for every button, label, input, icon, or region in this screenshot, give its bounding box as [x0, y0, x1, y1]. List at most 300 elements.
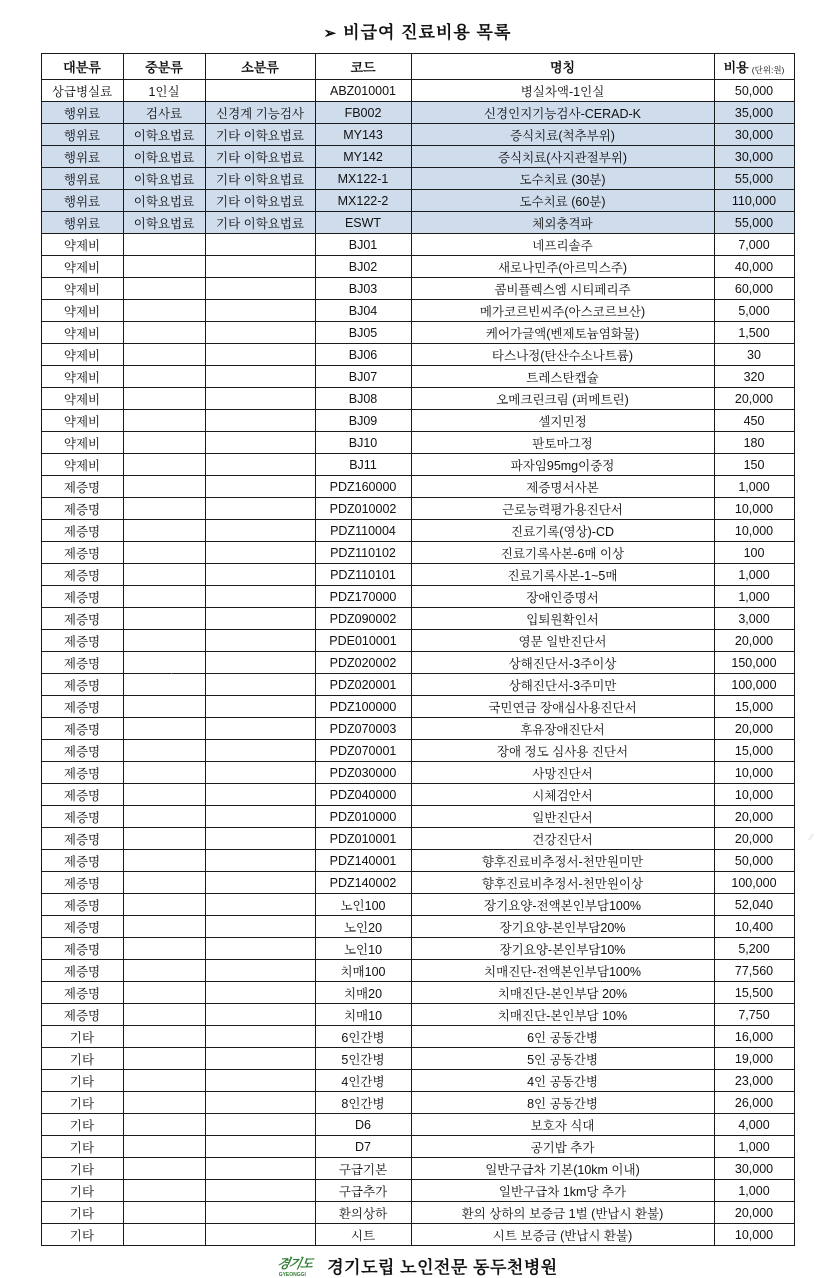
- cell-code: FB002: [315, 102, 411, 124]
- gyeonggi-logo-icon: 경기도 GYEONGGI: [276, 1256, 315, 1278]
- cell-cost: 3,000: [714, 608, 794, 630]
- cell-middle: [123, 1114, 205, 1136]
- cell-name: 시체검안서: [411, 784, 714, 806]
- cell-code: MX122-1: [315, 168, 411, 190]
- cell-name: 장기요양-본인부담20%: [411, 916, 714, 938]
- cell-cost: 30,000: [714, 124, 794, 146]
- cell-name: 판토마그정: [411, 432, 714, 454]
- cell-major: 약제비: [41, 432, 123, 454]
- cell-major: 제증명: [41, 652, 123, 674]
- cell-middle: [123, 938, 205, 960]
- cell-code: BJ03: [315, 278, 411, 300]
- cell-major: 약제비: [41, 454, 123, 476]
- cell-cost: 10,000: [714, 1224, 794, 1246]
- cell-middle: [123, 432, 205, 454]
- page-title-text: 비급여 진료비용 목록: [343, 23, 512, 42]
- cell-middle: [123, 740, 205, 762]
- table-row: [41, 806, 794, 828]
- cell-minor: [205, 80, 315, 102]
- table-row: [41, 256, 794, 278]
- cell-minor: [205, 828, 315, 850]
- cell-cost: 15,000: [714, 696, 794, 718]
- cell-middle: [123, 476, 205, 498]
- cell-code: 노인10: [315, 938, 411, 960]
- cell-minor: [205, 498, 315, 520]
- cell-major: 기타: [41, 1202, 123, 1224]
- cell-code: MY143: [315, 124, 411, 146]
- cell-middle: [123, 344, 205, 366]
- table-row: [41, 674, 794, 696]
- cell-code: D7: [315, 1136, 411, 1158]
- cell-code: ABZ010001: [315, 80, 411, 102]
- cell-minor: [205, 564, 315, 586]
- cell-middle: [123, 586, 205, 608]
- cell-major: 행위료: [41, 212, 123, 234]
- cell-middle: [123, 1224, 205, 1246]
- cell-major: 제증명: [41, 696, 123, 718]
- table-row: [41, 498, 794, 520]
- table-row: [41, 1048, 794, 1070]
- cell-name: 장기요양-전액본인부담100%: [411, 894, 714, 916]
- table-row: [41, 454, 794, 476]
- cell-name: 국민연금 장애심사용진단서: [411, 696, 714, 718]
- cell-code: MY142: [315, 146, 411, 168]
- table-row: [41, 916, 794, 938]
- cell-middle: 이학요법료: [123, 190, 205, 212]
- cell-code: PDZ140002: [315, 872, 411, 894]
- cell-major: 제증명: [41, 476, 123, 498]
- cell-minor: [205, 278, 315, 300]
- cell-cost: 20,000: [714, 388, 794, 410]
- cell-name: 콤비플렉스엠 시티페리주: [411, 278, 714, 300]
- cell-cost: 20,000: [714, 718, 794, 740]
- cell-cost: 30: [714, 344, 794, 366]
- table-row: [41, 894, 794, 916]
- cell-major: 제증명: [41, 520, 123, 542]
- cell-code: MX122-2: [315, 190, 411, 212]
- cell-cost: 450: [714, 410, 794, 432]
- cell-major: 제증명: [41, 564, 123, 586]
- cell-cost: 1,000: [714, 564, 794, 586]
- table-row: [41, 938, 794, 960]
- cell-middle: [123, 762, 205, 784]
- cell-cost: 100,000: [714, 872, 794, 894]
- cell-minor: [205, 982, 315, 1004]
- cell-cost: 40,000: [714, 256, 794, 278]
- column-header-cost: [714, 54, 794, 80]
- cell-minor: [205, 234, 315, 256]
- cell-major: 제증명: [41, 718, 123, 740]
- cell-name: 치매진단-전액본인부담100%: [411, 960, 714, 982]
- cell-code: PDZ160000: [315, 476, 411, 498]
- cell-code: PDZ040000: [315, 784, 411, 806]
- cell-code: 환의상하: [315, 1202, 411, 1224]
- cell-minor: [205, 1158, 315, 1180]
- table-row: [41, 80, 794, 102]
- cell-major: 상급병실료: [41, 80, 123, 102]
- cell-minor: [205, 718, 315, 740]
- cell-name: 치매진단-본인부담 20%: [411, 982, 714, 1004]
- cell-middle: 검사료: [123, 102, 205, 124]
- cell-middle: [123, 1004, 205, 1026]
- cell-cost: 50,000: [714, 80, 794, 102]
- cell-code: 구급추가: [315, 1180, 411, 1202]
- cell-cost: 20,000: [714, 806, 794, 828]
- cell-middle: [123, 1158, 205, 1180]
- cell-cost: 5,200: [714, 938, 794, 960]
- cell-middle: [123, 388, 205, 410]
- cell-major: 제증명: [41, 894, 123, 916]
- table-row: [41, 410, 794, 432]
- page-title: [40, 18, 795, 43]
- cell-major: 제증명: [41, 608, 123, 630]
- cell-cost: 10,000: [714, 520, 794, 542]
- table-body: [41, 80, 794, 1246]
- cell-major: 약제비: [41, 366, 123, 388]
- cell-name: 8인 공동간병: [411, 1092, 714, 1114]
- cell-middle: [123, 608, 205, 630]
- cell-name: 공기밥 추가: [411, 1136, 714, 1158]
- cell-code: BJ04: [315, 300, 411, 322]
- cell-major: 제증명: [41, 498, 123, 520]
- column-header-name: 명칭: [411, 54, 714, 80]
- column-header-minor: 소분류: [205, 54, 315, 80]
- cell-major: 기타: [41, 1224, 123, 1246]
- cell-name: 병실차액-1인실: [411, 80, 714, 102]
- cell-minor: [205, 1004, 315, 1026]
- cell-middle: [123, 564, 205, 586]
- table-row: [41, 784, 794, 806]
- cell-minor: [205, 652, 315, 674]
- cell-minor: [205, 344, 315, 366]
- cell-minor: [205, 696, 315, 718]
- cell-name: 후유장애진단서: [411, 718, 714, 740]
- cell-major: 제증명: [41, 630, 123, 652]
- cell-cost: 150: [714, 454, 794, 476]
- cell-major: 기타: [41, 1136, 123, 1158]
- cell-code: D6: [315, 1114, 411, 1136]
- cell-minor: [205, 1202, 315, 1224]
- cell-minor: [205, 740, 315, 762]
- cell-cost: 15,500: [714, 982, 794, 1004]
- cell-name: 오메크린크림 (퍼메트린): [411, 388, 714, 410]
- cell-minor: [205, 410, 315, 432]
- cell-middle: 1인실: [123, 80, 205, 102]
- cell-cost: 16,000: [714, 1026, 794, 1048]
- table-row: [41, 520, 794, 542]
- table-row: [41, 1136, 794, 1158]
- cell-code: PDZ010002: [315, 498, 411, 520]
- cell-minor: [205, 1180, 315, 1202]
- cell-cost: 52,040: [714, 894, 794, 916]
- title-arrow-icon: ➢: [323, 25, 338, 42]
- cell-minor: [205, 454, 315, 476]
- cell-middle: 이학요법료: [123, 212, 205, 234]
- cell-name: 시트 보증금 (반납시 환불): [411, 1224, 714, 1246]
- cell-middle: [123, 256, 205, 278]
- cell-major: 제증명: [41, 674, 123, 696]
- table-row: [41, 982, 794, 1004]
- cell-minor: [205, 850, 315, 872]
- cell-major: 제증명: [41, 916, 123, 938]
- table-row: [41, 1158, 794, 1180]
- column-header-cost-unit: (단위:원): [751, 65, 785, 75]
- cell-minor: [205, 1092, 315, 1114]
- table-row: [41, 850, 794, 872]
- cell-code: PDZ090002: [315, 608, 411, 630]
- cell-code: BJ10: [315, 432, 411, 454]
- table-row: [41, 652, 794, 674]
- cell-name: 일반구급차 기본(10km 이내): [411, 1158, 714, 1180]
- cell-cost: 30,000: [714, 146, 794, 168]
- cell-cost: 180: [714, 432, 794, 454]
- cell-code: 8인간병: [315, 1092, 411, 1114]
- cell-cost: 35,000: [714, 102, 794, 124]
- cell-major: 약제비: [41, 344, 123, 366]
- cell-minor: [205, 1026, 315, 1048]
- table-row: [41, 586, 794, 608]
- cell-major: 행위료: [41, 124, 123, 146]
- table-row: [41, 432, 794, 454]
- cell-middle: 이학요법료: [123, 168, 205, 190]
- cell-cost: 19,000: [714, 1048, 794, 1070]
- cell-name: 4인 공동간병: [411, 1070, 714, 1092]
- cell-major: 제증명: [41, 938, 123, 960]
- cell-major: 약제비: [41, 388, 123, 410]
- cell-cost: 100: [714, 542, 794, 564]
- cell-cost: 55,000: [714, 212, 794, 234]
- table-row: [41, 168, 794, 190]
- cell-middle: [123, 1048, 205, 1070]
- cell-minor: [205, 630, 315, 652]
- cell-name: 입퇴원확인서: [411, 608, 714, 630]
- cell-name: 새로나민주(아르믹스주): [411, 256, 714, 278]
- cell-code: BJ02: [315, 256, 411, 278]
- cell-code: BJ11: [315, 454, 411, 476]
- cell-middle: [123, 542, 205, 564]
- cell-major: 제증명: [41, 982, 123, 1004]
- cell-major: 제증명: [41, 1004, 123, 1026]
- cell-minor: [205, 520, 315, 542]
- cell-middle: [123, 498, 205, 520]
- table-row: [41, 190, 794, 212]
- cell-name: 향후진료비추정서-천만원미만: [411, 850, 714, 872]
- cell-code: PDZ070001: [315, 740, 411, 762]
- cell-cost: 26,000: [714, 1092, 794, 1114]
- cell-name: 상해진단서-3주이상: [411, 652, 714, 674]
- cell-minor: [205, 1136, 315, 1158]
- cell-code: 노인100: [315, 894, 411, 916]
- cell-minor: 기타 이학요법료: [205, 146, 315, 168]
- cell-cost: 77,560: [714, 960, 794, 982]
- cell-minor: 기타 이학요법료: [205, 190, 315, 212]
- cell-major: 행위료: [41, 168, 123, 190]
- cell-name: 증식치료(척추부위): [411, 124, 714, 146]
- cell-minor: [205, 960, 315, 982]
- table-row: [41, 476, 794, 498]
- table-row: [41, 1114, 794, 1136]
- cell-code: PDZ010001: [315, 828, 411, 850]
- cell-middle: 이학요법료: [123, 146, 205, 168]
- cell-major: 기타: [41, 1158, 123, 1180]
- cell-cost: 15,000: [714, 740, 794, 762]
- cell-code: 치매10: [315, 1004, 411, 1026]
- cell-minor: [205, 322, 315, 344]
- cell-major: 약제비: [41, 256, 123, 278]
- cell-name: 도수치료 (60분): [411, 190, 714, 212]
- cell-middle: [123, 1026, 205, 1048]
- table-row: [41, 564, 794, 586]
- cell-cost: 23,000: [714, 1070, 794, 1092]
- table-row: [41, 608, 794, 630]
- cell-middle: [123, 278, 205, 300]
- cell-name: 장애인증명서: [411, 586, 714, 608]
- cell-middle: [123, 1180, 205, 1202]
- cell-cost: 20,000: [714, 630, 794, 652]
- cell-code: 구급기본: [315, 1158, 411, 1180]
- cell-name: 보호자 식대: [411, 1114, 714, 1136]
- cell-middle: [123, 652, 205, 674]
- cell-middle: [123, 1136, 205, 1158]
- column-header-major: 대분류: [41, 54, 123, 80]
- cell-cost: 55,000: [714, 168, 794, 190]
- cell-code: PDE010001: [315, 630, 411, 652]
- cell-minor: [205, 762, 315, 784]
- cell-code: 6인간병: [315, 1026, 411, 1048]
- cell-major: 제증명: [41, 784, 123, 806]
- table-row: [41, 344, 794, 366]
- table-row: [41, 234, 794, 256]
- cell-minor: [205, 674, 315, 696]
- scan-smudge: ∕∕: [809, 832, 813, 842]
- cell-minor: [205, 1048, 315, 1070]
- cell-name: 트레스탄캡슐: [411, 366, 714, 388]
- cell-name: 진료기록(영상)-CD: [411, 520, 714, 542]
- cell-major: 행위료: [41, 102, 123, 124]
- cell-name: 일반진단서: [411, 806, 714, 828]
- cell-cost: 20,000: [714, 828, 794, 850]
- cell-middle: [123, 872, 205, 894]
- cell-major: 제증명: [41, 586, 123, 608]
- cell-minor: 신경계 기능검사: [205, 102, 315, 124]
- cell-code: PDZ020001: [315, 674, 411, 696]
- table-row: [41, 1070, 794, 1092]
- cell-major: 기타: [41, 1114, 123, 1136]
- cell-name: 사망진단서: [411, 762, 714, 784]
- cell-cost: 150,000: [714, 652, 794, 674]
- cell-major: 행위료: [41, 190, 123, 212]
- cell-name: 환의 상하의 보증금 1벌 (반납시 환불): [411, 1202, 714, 1224]
- cell-cost: 10,000: [714, 498, 794, 520]
- table-row: [41, 542, 794, 564]
- table-row: [41, 740, 794, 762]
- cell-minor: [205, 300, 315, 322]
- cell-major: 약제비: [41, 322, 123, 344]
- cell-name: 타스나정(탄산수소나트륨): [411, 344, 714, 366]
- cell-code: PDZ110101: [315, 564, 411, 586]
- cell-name: 5인 공동간병: [411, 1048, 714, 1070]
- cell-cost: 20,000: [714, 1202, 794, 1224]
- cell-minor: [205, 1070, 315, 1092]
- cell-middle: [123, 1070, 205, 1092]
- cell-major: 약제비: [41, 300, 123, 322]
- table-row: [41, 146, 794, 168]
- cell-middle: [123, 828, 205, 850]
- cell-minor: [205, 894, 315, 916]
- table-row: [41, 1026, 794, 1048]
- cell-code: PDZ030000: [315, 762, 411, 784]
- cell-minor: [205, 586, 315, 608]
- cell-name: 파자임95mg이중정: [411, 454, 714, 476]
- hospital-name: 경기도립 노인전문 동두천병원: [327, 1258, 558, 1277]
- table-row: [41, 718, 794, 740]
- cell-major: 제증명: [41, 828, 123, 850]
- cell-middle: [123, 960, 205, 982]
- cell-minor: 기타 이학요법료: [205, 168, 315, 190]
- cell-code: BJ08: [315, 388, 411, 410]
- cell-cost: 7,750: [714, 1004, 794, 1026]
- cell-name: 네프리솔주: [411, 234, 714, 256]
- scan-smudge: ·: [170, 668, 173, 678]
- cell-minor: [205, 872, 315, 894]
- table-row: [41, 212, 794, 234]
- cell-name: 근로능력평가용진단서: [411, 498, 714, 520]
- cell-minor: [205, 542, 315, 564]
- cell-middle: [123, 630, 205, 652]
- cell-cost: 50,000: [714, 850, 794, 872]
- cell-middle: [123, 322, 205, 344]
- column-header-cost-label: 비용: [723, 60, 749, 75]
- table-row: [41, 322, 794, 344]
- price-table: [41, 53, 795, 1246]
- cell-name: 제증명서사본: [411, 476, 714, 498]
- cell-major: 기타: [41, 1048, 123, 1070]
- cell-middle: [123, 982, 205, 1004]
- cell-name: 셀지민정: [411, 410, 714, 432]
- cell-cost: 1,000: [714, 1180, 794, 1202]
- cell-cost: 320: [714, 366, 794, 388]
- cell-middle: [123, 674, 205, 696]
- cell-cost: 30,000: [714, 1158, 794, 1180]
- cell-middle: [123, 300, 205, 322]
- cell-cost: 7,000: [714, 234, 794, 256]
- cell-middle: [123, 520, 205, 542]
- cell-cost: 110,000: [714, 190, 794, 212]
- cell-major: 제증명: [41, 740, 123, 762]
- cell-minor: [205, 1114, 315, 1136]
- cell-name: 상해진단서-3주미만: [411, 674, 714, 696]
- cell-major: 기타: [41, 1092, 123, 1114]
- cell-middle: [123, 784, 205, 806]
- cell-cost: 100,000: [714, 674, 794, 696]
- cell-cost: 1,000: [714, 476, 794, 498]
- table-row: [41, 124, 794, 146]
- cell-code: PDZ020002: [315, 652, 411, 674]
- cell-code: PDZ170000: [315, 586, 411, 608]
- cell-middle: [123, 696, 205, 718]
- cell-middle: [123, 806, 205, 828]
- cell-major: 행위료: [41, 146, 123, 168]
- cell-major: 제증명: [41, 542, 123, 564]
- cell-cost: 10,000: [714, 784, 794, 806]
- cell-minor: 기타 이학요법료: [205, 212, 315, 234]
- cell-middle: [123, 410, 205, 432]
- cell-minor: [205, 432, 315, 454]
- cell-middle: [123, 1092, 205, 1114]
- cell-code: PDZ100000: [315, 696, 411, 718]
- cell-minor: [205, 366, 315, 388]
- table-row: [41, 388, 794, 410]
